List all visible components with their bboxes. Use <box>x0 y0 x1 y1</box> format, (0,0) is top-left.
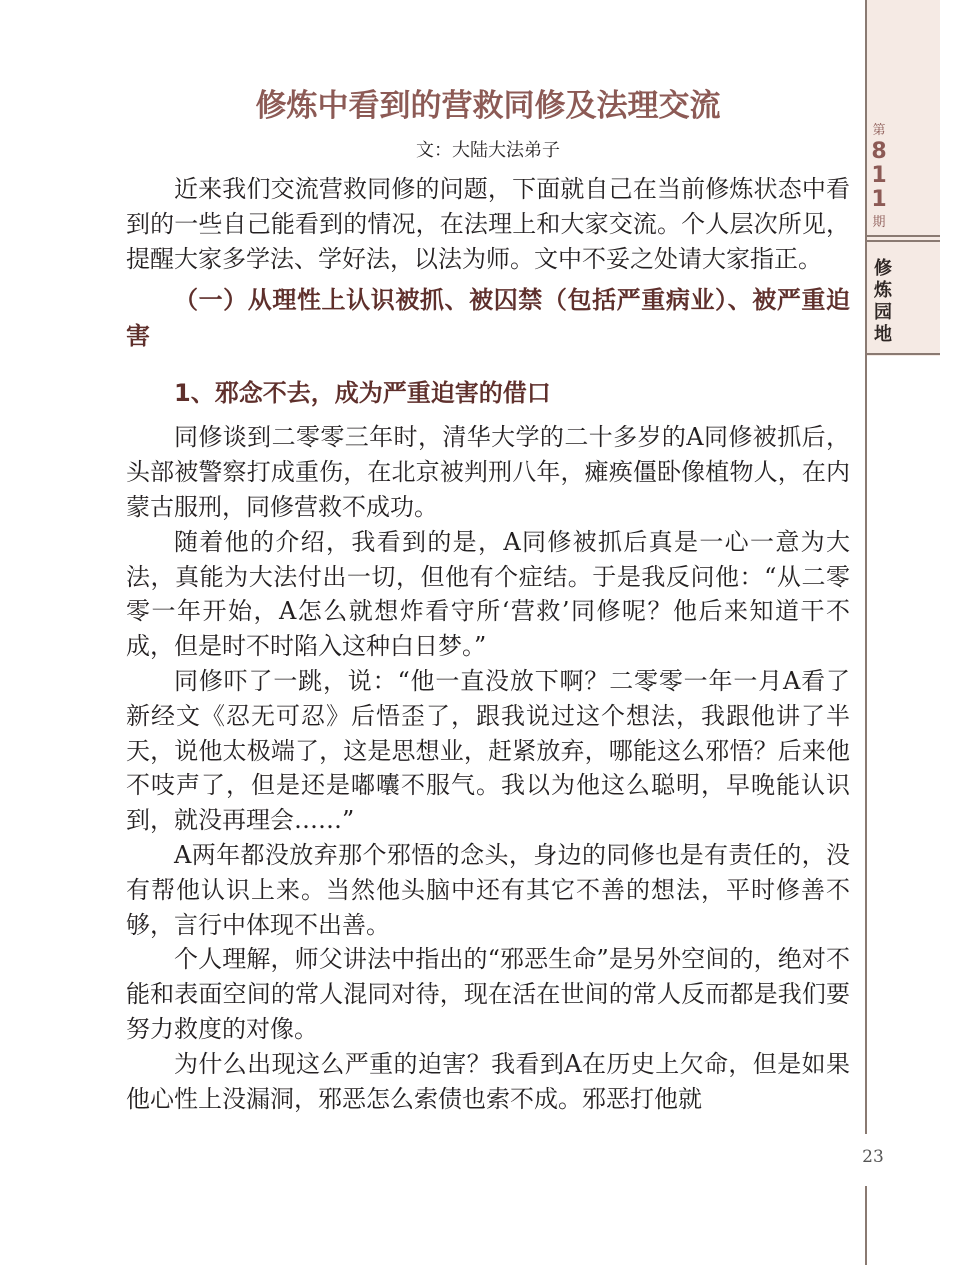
column-name-char: 园 <box>874 302 892 323</box>
body-paragraph: 个人理解，师父讲法中指出的“邪恶生命”是另外空间的，绝对不能和表面空间的常人混同对待，现在活在世间的常人反而都是我们要努力救度的对像。 <box>126 945 850 1043</box>
sidebar-divider <box>867 240 940 242</box>
issue-prefix: 第 <box>872 123 886 138</box>
page-number: 23 <box>862 1147 884 1167</box>
column-name-char: 修 <box>874 258 892 279</box>
issue-digit: 8 <box>871 139 887 164</box>
sidebar-divider <box>867 235 940 237</box>
body-paragraph: 同修谈到二零零三年时，清华大学的二十多岁的A同修被抓后，头部被警察打成重伤，在北京被判刑八年，瘫痪僵卧像植物人，在内蒙古服刑，同修营救不成功。 <box>126 423 850 521</box>
section-heading: （一）从理性上认识被抓、被囚禁（包括严重病业）、被严重迫害 <box>126 286 850 351</box>
article-title: 修炼中看到的营救同修及法理交流 <box>255 88 721 124</box>
issue-digit: 1 <box>871 187 887 212</box>
body-paragraph: 为什么出现这么严重的迫害？我看到A在历史上欠命，但是如果他心性上没漏洞，邪恶怎么索债也索不成。邪恶打他就 <box>126 1049 850 1113</box>
column-name <box>870 258 896 346</box>
body-paragraph: A两年都没放弃那个邪悟的念头，身边的同修也是有责任的，没有帮他认识上来。当然他头脑中还有其它不善的想法，平时修善不够，言行中体现不出善。 <box>126 840 850 939</box>
issue-suffix: 期 <box>872 215 886 230</box>
issue-label <box>867 122 891 232</box>
column-name-char: 地 <box>874 324 892 345</box>
body-paragraph: 随着他的介绍，我看到的是，A同修被抓后真是一心一意为大法，真能为大法付出一切，但他有个症结。于是我反问他：“从二零零一年开始，A怎么就想炸看守所‘营救’同修呢？他后来知道干不成，但是时不时陷入这种白日梦。” <box>126 527 850 661</box>
intro-paragraph: 近来我们交流营救同修的问题，下面就自己在当前修炼状态中看到的一些自己能看到的情况，在法理上和大家交流。个人层次所见，提醒大家多学法、学好法，以法为师。文中不妥之处请大家指正。 <box>126 175 850 273</box>
column-name-char: 炼 <box>874 280 892 301</box>
subsection-heading: 1、邪念不去，成为严重迫害的借口 <box>174 379 551 408</box>
article-byline: 文：大陆大法弟子 <box>416 140 560 161</box>
body-paragraph: 同修吓了一跳，说：“他一直没放下啊？二零零一年一月A看了新经文《忍无可忍》后悟歪了，跟我说过这个想法，我跟他讲了半天，说他太极端了，这是思想业，赶紧放弃，哪能这么邪悟？后来他不吱声了，但是还是嘟囔不服气。我以为他这么聪明，早晚能认识到，就没再理会……” <box>126 666 850 835</box>
issue-digit: 1 <box>871 163 887 188</box>
article-body <box>126 172 850 1116</box>
sidebar-divider <box>867 353 940 355</box>
